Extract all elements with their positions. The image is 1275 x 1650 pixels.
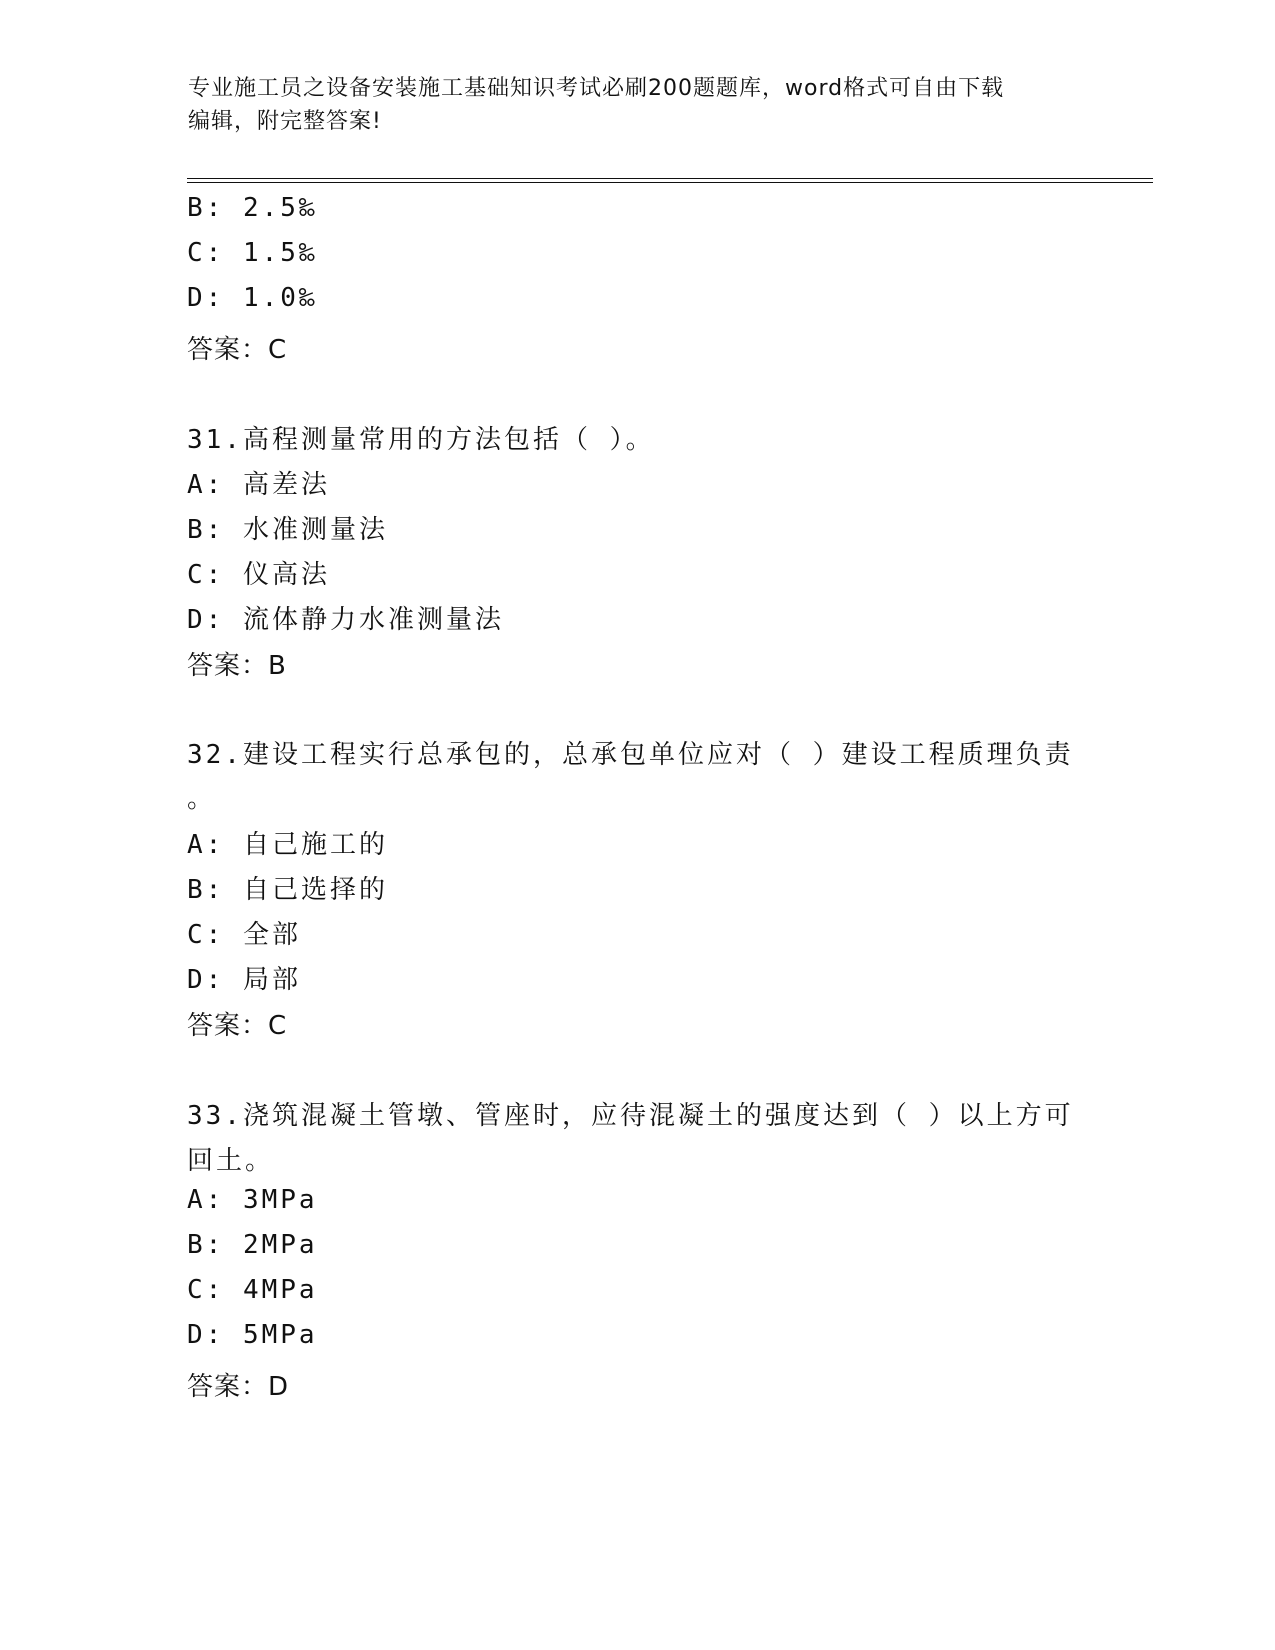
q32-option-a: A: 自己施工的 <box>187 830 388 860</box>
q30-option-c: C: 1.5‰ <box>187 238 318 268</box>
q33-answer: 答案：D <box>187 1372 290 1402</box>
q31-answer: 答案：B <box>187 651 287 681</box>
q31-option-d: D: 流体静力水准测量法 <box>187 605 504 635</box>
q33-option-a: A: 3MPa <box>187 1185 318 1215</box>
q32-question-line-1: 32.建设工程实行总承包的，总承包单位应对（ ）建设工程质理负责 <box>187 740 1074 770</box>
q32-question-line-2: 。 <box>187 784 217 814</box>
header-title-line-1: 专业施工员之设备安装施工基础知识考试必刷200题题库，word格式可自由下载 <box>188 76 1005 101</box>
header-divider-bottom <box>187 182 1153 183</box>
document-header <box>188 72 1068 138</box>
q30-option-b: B: 2.5‰ <box>187 193 318 223</box>
q33-question-line-2: 回土。 <box>187 1146 275 1176</box>
q32-option-c: C: 全部 <box>187 920 301 950</box>
header-title-line-2: 编辑，附完整答案! <box>188 109 382 134</box>
q31-question: 31.高程测量常用的方法包括（ ）。 <box>187 425 655 455</box>
q32-option-b: B: 自己选择的 <box>187 875 388 905</box>
q32-answer: 答案：C <box>187 1011 288 1041</box>
q30-answer: 答案：C <box>187 335 288 365</box>
q31-option-b: B: 水准测量法 <box>187 515 388 545</box>
header-divider-top <box>187 178 1153 179</box>
q33-option-b: B: 2MPa <box>187 1230 318 1260</box>
q31-option-a: A: 高差法 <box>187 470 330 500</box>
q33-option-d: D: 5MPa <box>187 1320 318 1350</box>
q30-option-d: D: 1.0‰ <box>187 283 318 313</box>
q33-option-c: C: 4MPa <box>187 1275 318 1305</box>
q33-question-line-1: 33.浇筑混凝土管墩、管座时，应待混凝土的强度达到（ ）以上方可 <box>187 1101 1074 1131</box>
q32-option-d: D: 局部 <box>187 965 301 995</box>
q31-option-c: C: 仪高法 <box>187 560 330 590</box>
